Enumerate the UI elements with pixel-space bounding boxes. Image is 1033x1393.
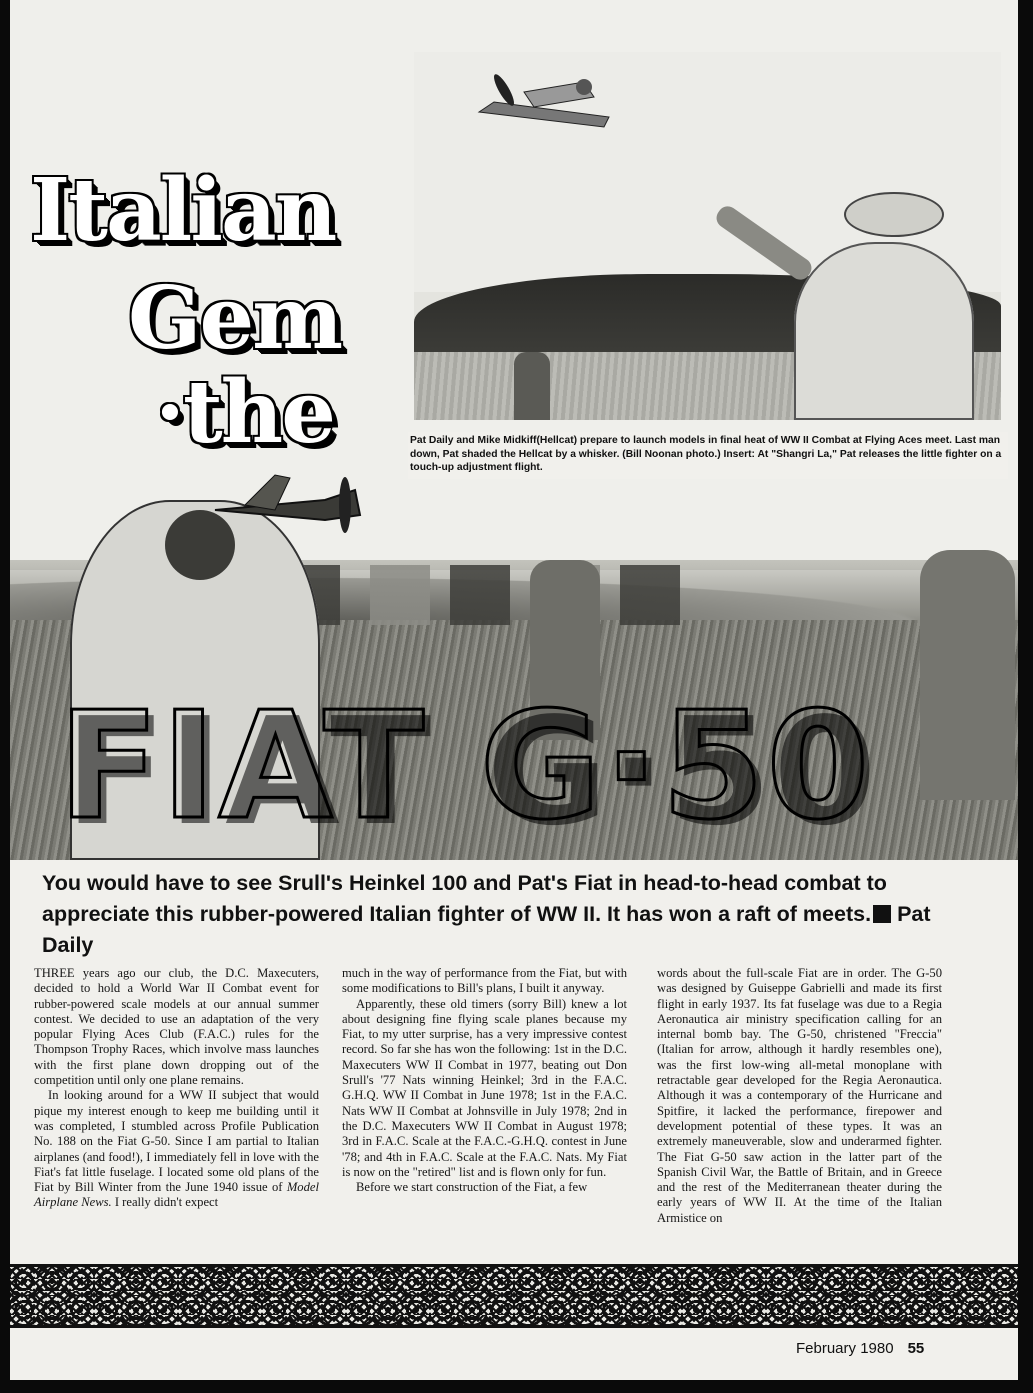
author-name: Pat Daily	[42, 902, 931, 957]
paragraph: Before we start construction of the Fiat, a few	[356, 1180, 588, 1195]
issue-date: February 1980	[796, 1340, 894, 1357]
paragraph: THREE years ago our club, the D.C. Maxecuters, decided to hold a World War II Combat event for rubber-powered scale models at our annual summer contest. We decided to use an adaptation of the very popular Flying Aces Club (F.A.C.) rules for the Thompson Trophy Races, which involve mass launches with the first plane down dropping out of the competition until only one plane remains.	[34, 966, 319, 1088]
deck-text: You would have to see Srull's Heinkel 100 and Pat's Fiat in head-to-head combat to appreciate this rubber-powered Italian fighter of WW II. It has won a raft of meets.	[42, 871, 887, 926]
inset-distant-figure	[514, 352, 550, 420]
page-footer	[796, 1340, 924, 1357]
paragraph: much in the way of performance from the Fiat, but with some modifications to Bill's plans, I built it anyway.	[342, 966, 627, 996]
article-body	[34, 966, 954, 1256]
magazine-page	[10, 0, 1018, 1380]
inset-photo	[414, 52, 1001, 420]
page-number: 55	[907, 1340, 925, 1357]
column-3	[657, 966, 942, 1226]
paragraph: words about the full-scale Fiat are in order. The G-50 was designed by Guiseppe Gabrielli and made its first flight in early 1937. Its fat fuselage was due to a Regia Aeronautica air ministry specification calling for an internal bomb bay. The G-50, christened "Freccia" (Italian for arrow, although it hardly resembles one), was the first low-wing all-metal monoplane with retractable gear developed for the Regia Aeronautica. Although it was a contemporary of the Hurricane and Spitfire, it lacked the performance, firepower and development potential of these types. It was an extremely maneuverable, slow and underarmed fighter. The Fiat G-50 saw action in the latter part of the Spanish Civil War, the Battle of Britain, and in Greece and the rest of the Mediterranean theater during the early years of WW II. At the time of the Italian Armistice on	[657, 966, 942, 1225]
inset-hat	[844, 192, 944, 237]
title-line-3: ·the	[155, 362, 334, 463]
photo-caption: Pat Daily and Mike Midkiff(Hellcat) prepare to launch models in final heat of WW II Combat at Flying Aces meet. Last man down, Pat shaded the Hellcat by a whisker. (Bill Noonan photo.) Insert: At "Shangri La," Pat releases the little fighter on a touch-up adjustment flight.	[408, 432, 1008, 479]
paragraph: In looking around for a WW II subject that would pique my interest enough to keep me building until it was completed, I stumbled across Profile Publication No. 188 on the Fiat G-50. Since I am partial to Italian airplanes (and food!), I immediately fell in love with the Fiat's fat little fuselage. I located some old plans of the Fiat by Bill Winter from the June 1940 issue of Model Airplane News. I really didn't expect	[34, 1088, 319, 1210]
paragraph: Apparently, these old timers (sorry Bill) knew a lot about designing fine flying scale planes because my Fiat, to my utter surprise, has a very impressive contest record. So far she has won the following: 1st in the D.C. Maxecuters WW II Combat in 1977, beating out Don Srull's '77 Nats winning Heinkel; 3rd in the F.A.C. G.H.Q. WW II Combat in June 1978; 1st in the F.A.C. Nats WW II Combat at Johnsville in July 1978; 2nd in the D.C. Maxecuters WW II Combat in August 1978; 3rd in F.A.C. Scale at the F.A.C.-G.H.Q. contest in June '78; and 4th in F.A.C. Scale at the F.A.C. Nats. My Fiat is now on the "retired" list and is flown only for fun.	[342, 996, 627, 1179]
column-1	[34, 966, 319, 1211]
flying-plane-icon	[474, 72, 614, 132]
title-line-2: Gem	[128, 268, 342, 369]
decorative-border	[10, 1264, 1018, 1328]
column-2	[342, 966, 627, 1195]
model-plane-icon	[205, 470, 365, 550]
main-title: FIAT G·50	[58, 680, 872, 852]
end-square-icon	[873, 905, 891, 923]
magazine-title: Model Airplane News.	[34, 1180, 319, 1210]
article-deck	[42, 868, 987, 961]
inset-man	[794, 242, 974, 420]
title-line-1: Italian	[30, 160, 336, 261]
launcher-figure-right	[920, 550, 1015, 800]
